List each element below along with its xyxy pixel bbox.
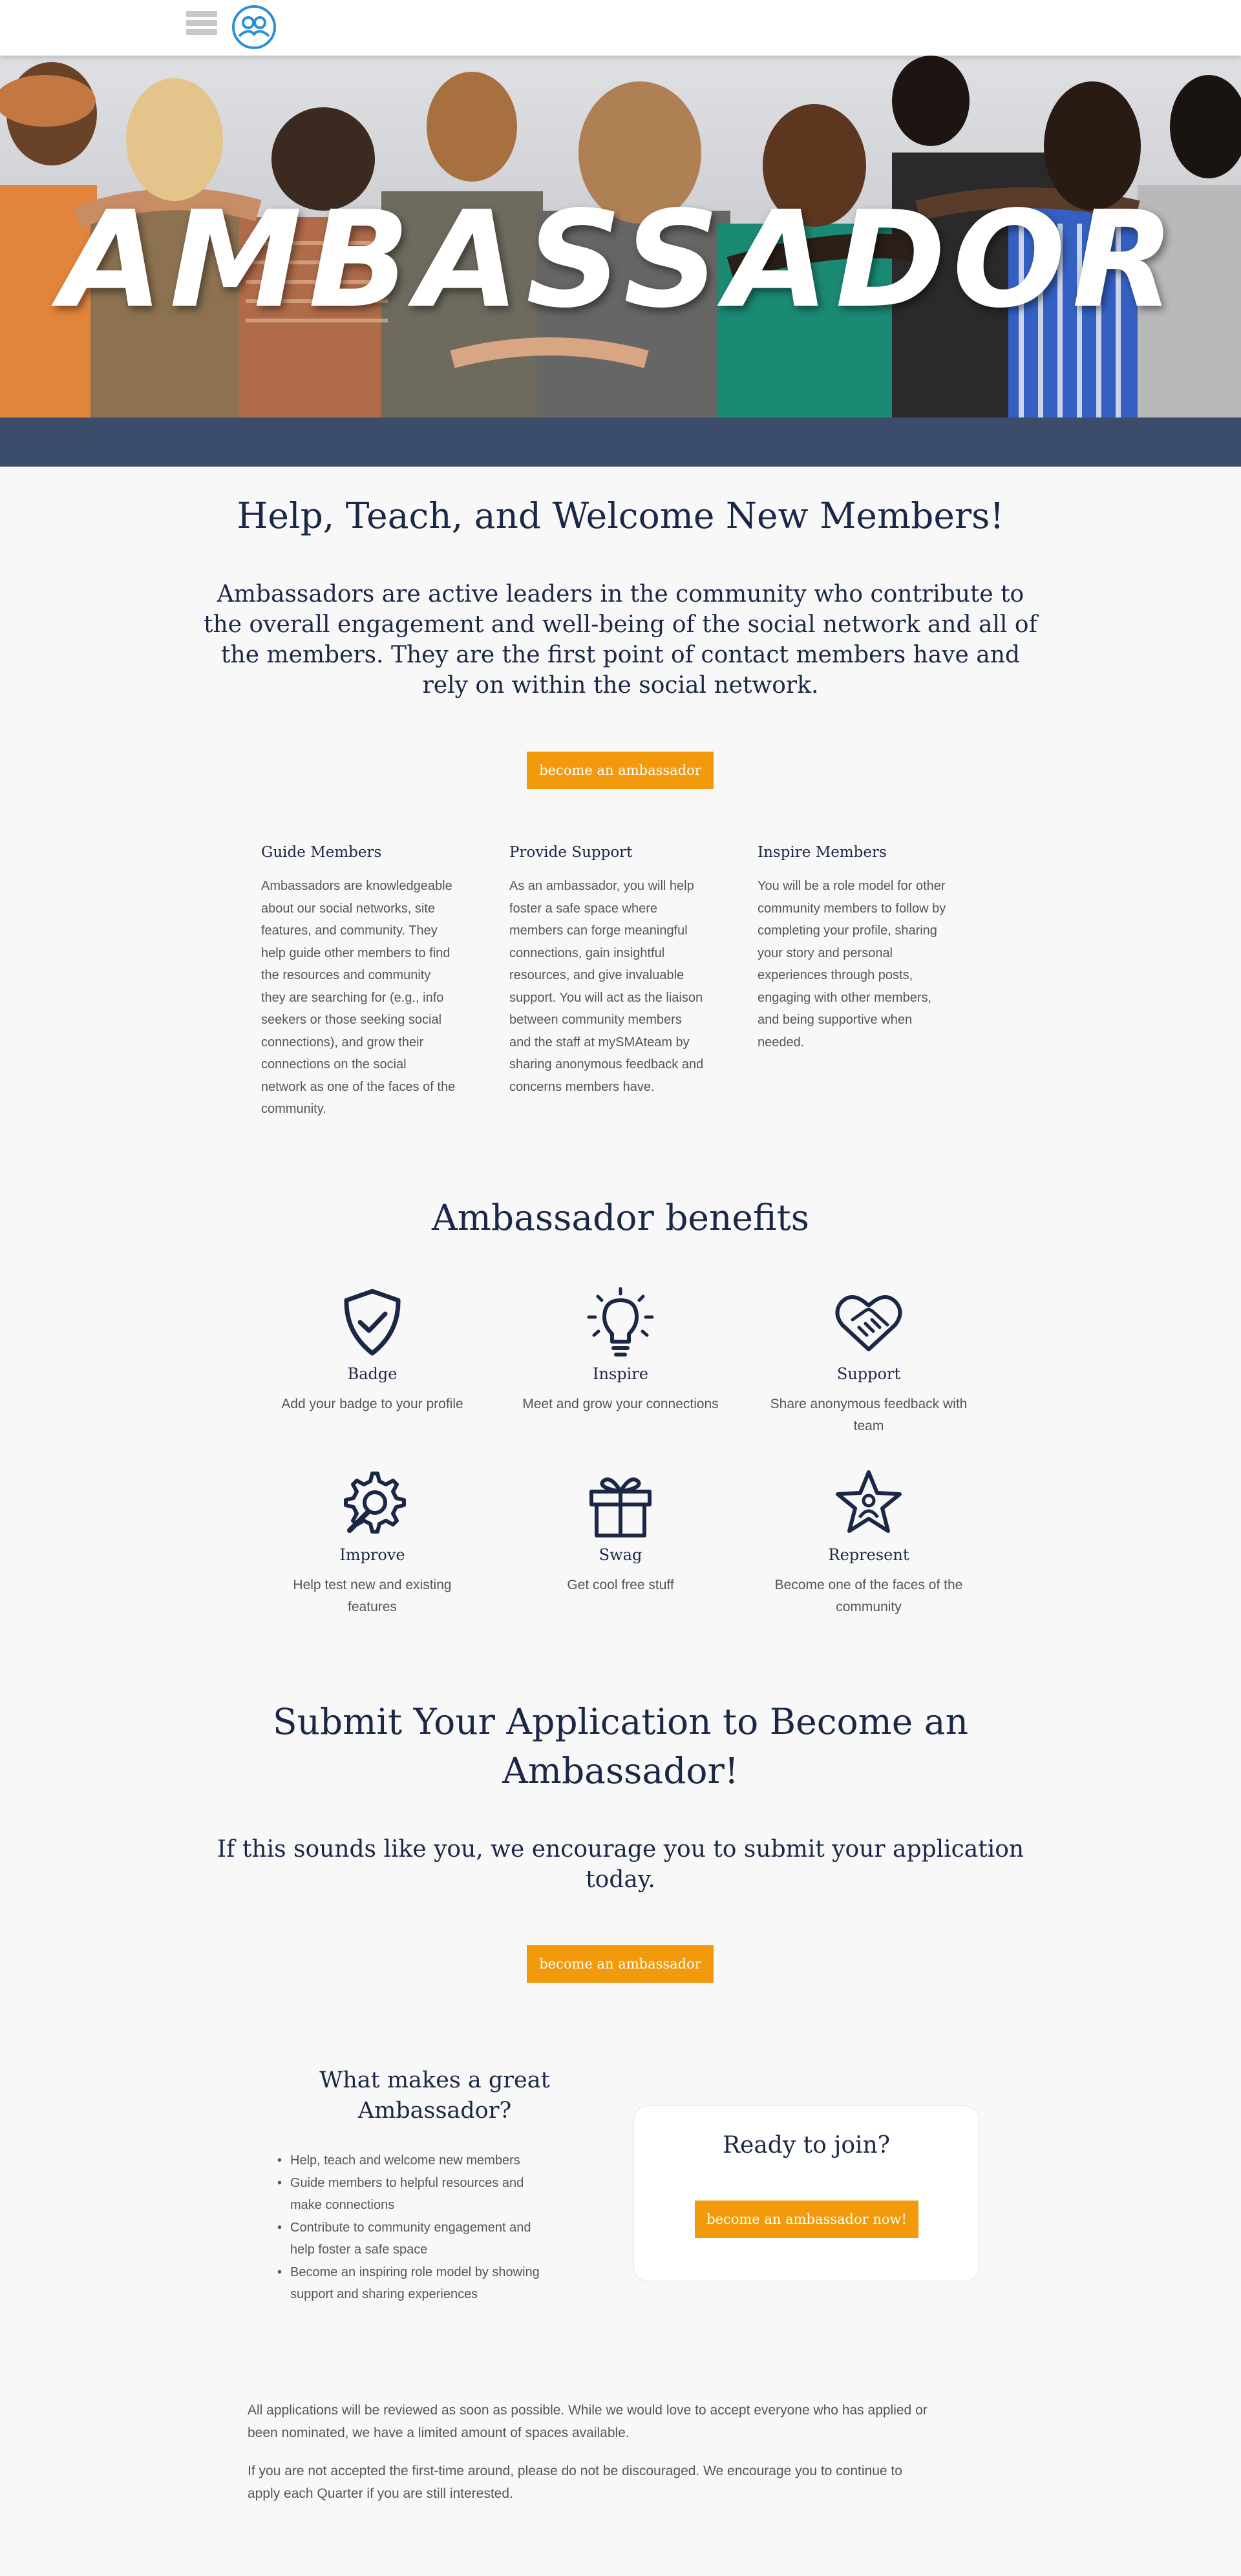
text-line: • Guide members to helpful resources and bbox=[290, 2175, 524, 2190]
benefit-description bbox=[504, 1574, 737, 1596]
list-item bbox=[290, 2149, 588, 2172]
role-provide-support bbox=[509, 844, 732, 1098]
text-line: If this sounds like you, we encourage you to submit your application bbox=[217, 1836, 1024, 1863]
great-title bbox=[304, 2065, 566, 2126]
gift-icon bbox=[585, 1468, 656, 1539]
benefit-description bbox=[752, 1393, 985, 1437]
text-line: between community members bbox=[509, 1013, 682, 1027]
text-line: sharing anonymous feedback and bbox=[509, 1057, 704, 1072]
text-line: As an ambassador, you will help bbox=[509, 879, 694, 893]
text-line: the resources and community bbox=[261, 968, 431, 982]
role-title: Guide Members bbox=[261, 844, 382, 861]
benefit-represent bbox=[752, 1468, 985, 1618]
role-description bbox=[509, 875, 732, 1098]
benefit-improve bbox=[256, 1468, 489, 1618]
text-line: make connections bbox=[290, 2198, 395, 2212]
text-line: and being supportive when bbox=[758, 1013, 913, 1027]
become-ambassador-button[interactable]: become an ambassador bbox=[527, 752, 714, 789]
text-line: Help test new and existing bbox=[293, 1578, 452, 1592]
benefit-description bbox=[256, 1574, 489, 1618]
text-line: Ambassadors are active leaders in the community who contribute to bbox=[217, 581, 1024, 607]
text-line: help foster a safe space bbox=[290, 2243, 428, 2257]
become-ambassador-now-button[interactable]: become an ambassador now! bbox=[695, 2201, 918, 2238]
text-line: about our social networks, site bbox=[261, 901, 436, 916]
text-line: features bbox=[348, 1599, 397, 1614]
text-line: network as one of the faces of the bbox=[261, 1079, 456, 1094]
benefit-description bbox=[256, 1393, 489, 1415]
text-line: members can forge meaningful bbox=[509, 924, 688, 938]
benefit-description bbox=[752, 1574, 985, 1618]
text-line: • Become an inspiring role model by showing bbox=[290, 2265, 540, 2279]
lightbulb-icon bbox=[585, 1287, 656, 1358]
text-line: and the staff at mySMAteam by bbox=[509, 1035, 690, 1050]
star-person-icon bbox=[833, 1468, 904, 1539]
benefit-support bbox=[752, 1287, 985, 1437]
role-description bbox=[758, 875, 981, 1053]
text-line: concerns members have. bbox=[509, 1079, 655, 1094]
text-line: needed. bbox=[758, 1035, 805, 1050]
text-line: been nominated, we have a limited amount of spaces available. bbox=[248, 2425, 630, 2440]
text-line: connections, gain insightful bbox=[509, 945, 665, 960]
list-item bbox=[290, 2172, 588, 2217]
text-line: engaging with other members, bbox=[758, 990, 932, 1005]
text-line: All applications will be reviewed as soon as possible. While we would love to accept everyone who has applied or bbox=[248, 2403, 928, 2418]
apply-title bbox=[0, 1697, 1241, 1795]
role-guide-members bbox=[261, 844, 484, 1121]
benefit-title: Represent bbox=[828, 1546, 909, 1564]
great-list bbox=[290, 2149, 588, 2306]
join-title: Ready to join? bbox=[722, 2132, 891, 2159]
text-line: today. bbox=[586, 1866, 655, 1893]
role-title: Inspire Members bbox=[758, 844, 887, 861]
text-line: they are searching for (e.g., info bbox=[261, 990, 444, 1005]
become-ambassador-button-2[interactable]: become an ambassador bbox=[527, 1945, 714, 1983]
hero-banner bbox=[0, 56, 1241, 467]
handshake-heart-icon bbox=[833, 1287, 904, 1358]
list-item bbox=[290, 2217, 588, 2261]
text-line: • Contribute to community engagement and bbox=[290, 2220, 531, 2235]
fine-print-1 bbox=[248, 2399, 997, 2444]
benefit-title: Improve bbox=[339, 1546, 405, 1564]
text-line: rely on within the social network. bbox=[422, 672, 819, 699]
text-line: connections on the social bbox=[261, 1057, 407, 1072]
role-description bbox=[261, 875, 484, 1121]
ready-to-join-card bbox=[633, 2106, 979, 2281]
top-navigation-bar bbox=[0, 0, 1241, 56]
text-line: your story and personal bbox=[758, 945, 893, 960]
text-line: • Help, teach and welcome new members bbox=[290, 2153, 520, 2168]
shield-check-icon bbox=[337, 1287, 408, 1358]
text-line: Share anonymous feedback with bbox=[770, 1397, 968, 1411]
hero-title: AMBASSADOR bbox=[59, 182, 1182, 337]
benefits-title: Ambassador benefits bbox=[432, 1197, 809, 1238]
text-line: features, and community. They bbox=[261, 924, 438, 938]
benefit-description bbox=[504, 1393, 737, 1415]
role-inspire-members bbox=[758, 844, 981, 1053]
text-line: You will be a role model for other bbox=[758, 879, 946, 893]
text-line: Submit Your Application to Become an bbox=[272, 1701, 969, 1742]
intro-title: Help, Teach, and Welcome New Members! bbox=[237, 495, 1004, 536]
community-logo-icon[interactable] bbox=[231, 4, 277, 50]
benefit-swag bbox=[504, 1468, 737, 1596]
intro-lead bbox=[0, 579, 1241, 701]
text-line: community. bbox=[261, 1102, 326, 1116]
benefit-title: Badge bbox=[347, 1365, 398, 1383]
text-line: foster a safe space where bbox=[509, 901, 658, 916]
text-line: the overall engagement and well-being of the social network and all of bbox=[204, 611, 1037, 638]
hamburger-icon[interactable] bbox=[186, 11, 217, 42]
text-line: Ambassador! bbox=[502, 1750, 739, 1791]
text-line: support and sharing experiences bbox=[290, 2287, 478, 2301]
benefit-title: Support bbox=[836, 1365, 901, 1383]
text-line: team bbox=[853, 1419, 884, 1433]
list-item bbox=[290, 2261, 588, 2306]
text-line: experiences through posts, bbox=[758, 968, 913, 982]
text-line: If you are not accepted the first-time around, please do not be discouraged. We encourage you to continue to bbox=[248, 2464, 902, 2478]
text-line: community members to follow by bbox=[758, 901, 946, 916]
text-line: resources, and give invaluable bbox=[509, 968, 684, 982]
text-line: community bbox=[836, 1599, 902, 1614]
benefit-badge bbox=[256, 1287, 489, 1415]
gear-wrench-icon bbox=[337, 1468, 408, 1539]
text-line: connections), and grow their bbox=[261, 1035, 424, 1050]
text-line: What makes a great bbox=[319, 2067, 550, 2093]
text-line: Get cool free stuff bbox=[567, 1578, 674, 1592]
text-line: Meet and grow your connections bbox=[522, 1397, 719, 1411]
text-line: Become one of the faces of the bbox=[774, 1578, 963, 1592]
text-line: Add your badge to your profile bbox=[281, 1397, 463, 1411]
text-line: apply each Quarter if you are still interested. bbox=[248, 2486, 513, 2501]
text-line: completing your profile, sharing bbox=[758, 924, 937, 938]
apply-lead bbox=[0, 1834, 1241, 1895]
text-line: support. You will act as the liaison bbox=[509, 990, 703, 1005]
role-title: Provide Support bbox=[509, 844, 633, 861]
fine-print-2 bbox=[248, 2460, 997, 2505]
text-line: seekers or those seeking social bbox=[261, 1013, 442, 1027]
text-line: the members. They are the first point of contact members have and bbox=[221, 642, 1020, 668]
benefit-inspire bbox=[504, 1287, 737, 1415]
text-line: help guide other members to find bbox=[261, 945, 451, 960]
text-line: Ambassadors are knowledgeable bbox=[261, 879, 452, 893]
text-line: Ambassador? bbox=[357, 2098, 512, 2124]
benefit-title: Swag bbox=[599, 1546, 642, 1564]
benefit-title: Inspire bbox=[593, 1365, 648, 1383]
